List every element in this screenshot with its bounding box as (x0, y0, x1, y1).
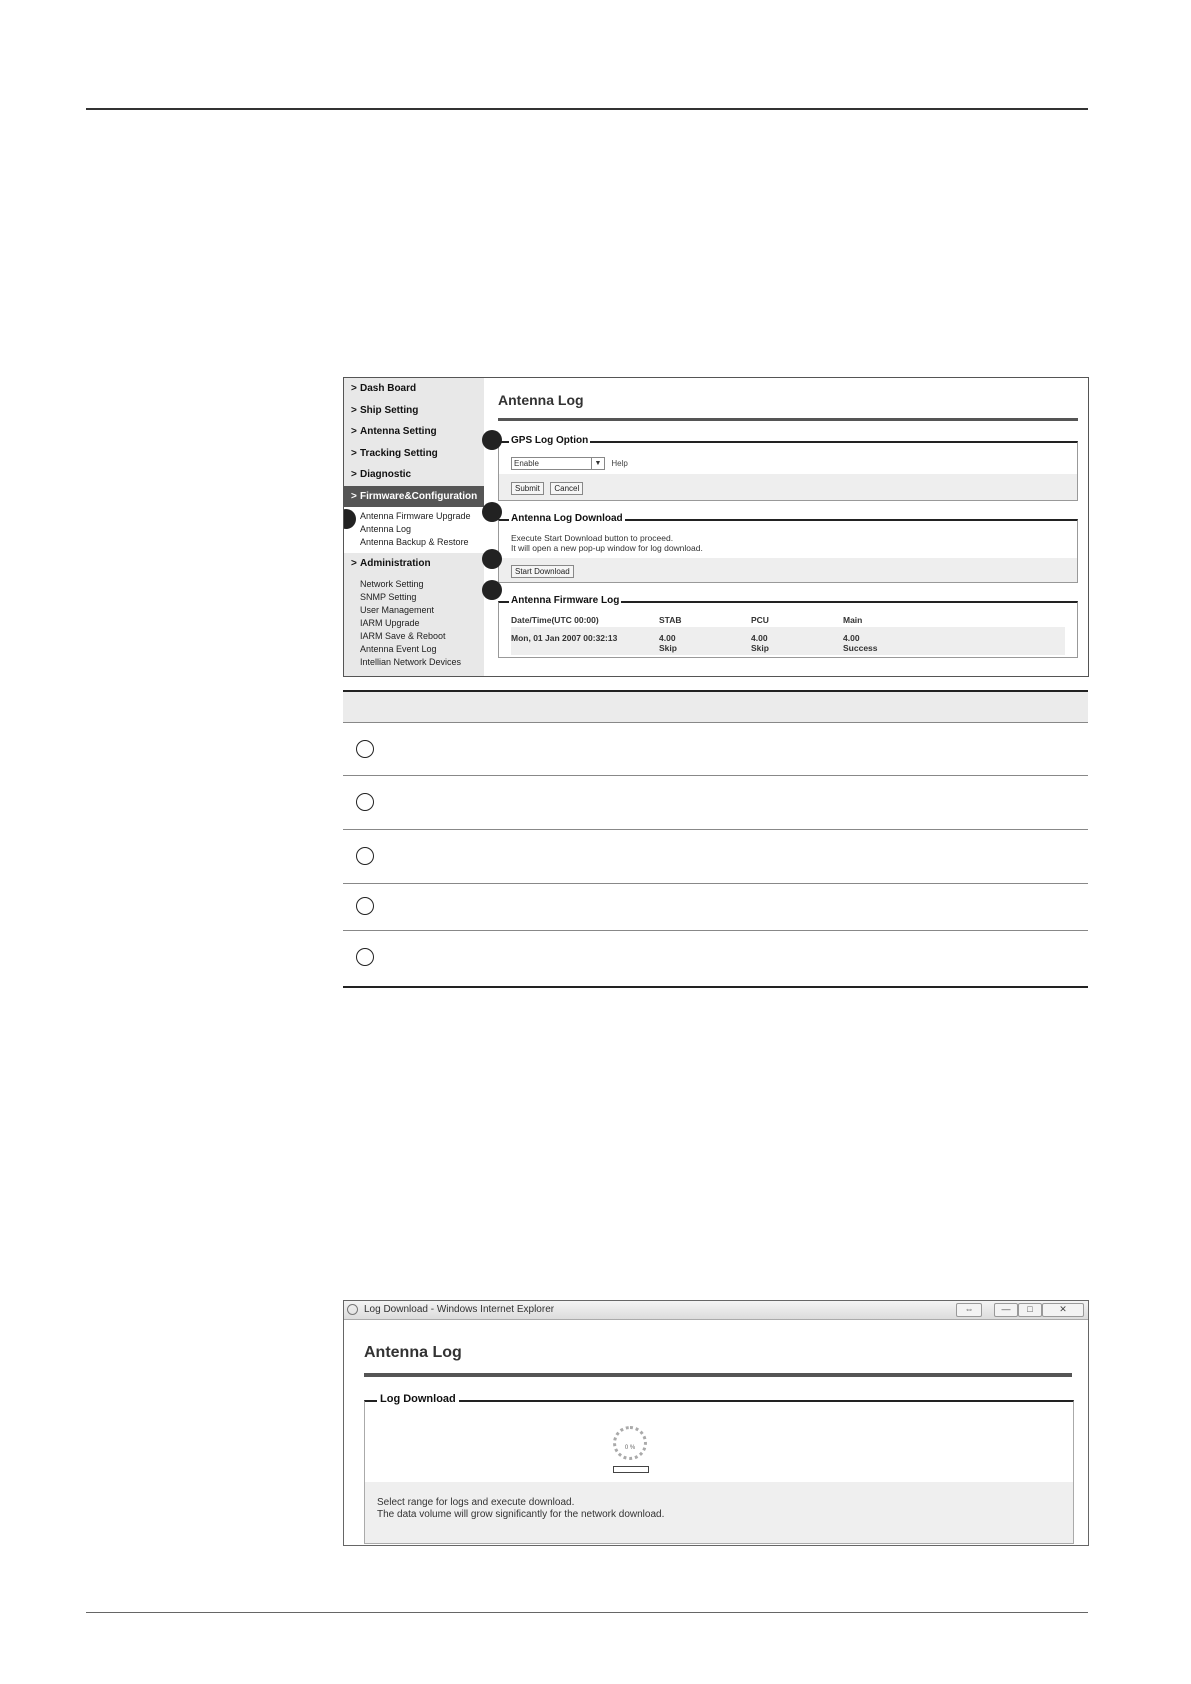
antenna-firmware-log-legend: Antenna Firmware Log (511, 595, 620, 606)
chevron-right-icon: > (351, 490, 357, 502)
gps-log-option-body (499, 443, 1077, 474)
sidebar-item-antenna-setting[interactable] (344, 421, 484, 443)
popup-title-rule (364, 1373, 1072, 1377)
help-link[interactable]: Help (611, 459, 628, 468)
callout-legend-table (343, 690, 1088, 988)
circle-icon (356, 847, 374, 865)
antenna-log-download-footer (499, 558, 1077, 582)
sidebar-item-ship-setting[interactable] (344, 400, 484, 422)
sidebar-item-label: Antenna Setting (360, 426, 437, 437)
sidebar-item-label: Firmware&Configuration (360, 490, 478, 502)
antenna-firmware-log-section (498, 595, 1078, 658)
chevron-right-icon: > (351, 558, 357, 569)
download-instruction-2: It will open a new pop-up window for log download. (511, 543, 703, 553)
loading-spinner-icon (613, 1426, 647, 1460)
antenna-firmware-log-body (499, 603, 1077, 657)
table-row (511, 627, 1065, 655)
sidebar-item-label: Diagnostic (360, 469, 412, 480)
circle-icon (356, 793, 374, 811)
submit-button[interactable]: Submit (511, 482, 544, 495)
antenna-log-download-section (498, 513, 1078, 583)
log-download-window-screenshot (343, 1300, 1089, 1546)
submenu-antenna-firmware-upgrade[interactable]: Antenna Firmware Upgrade (360, 511, 471, 521)
table-header-row (511, 613, 1065, 627)
cell-main (843, 627, 1065, 655)
sidebar-item-label: Dash Board (360, 383, 417, 394)
download-instruction-1: Execute Start Download button to proceed. (511, 533, 674, 543)
page-title: Antenna Log (498, 392, 584, 408)
submenu-intellian-network-devices[interactable]: Intellian Network Devices (360, 656, 462, 667)
chevron-right-icon: > (351, 404, 357, 416)
callout-marker-5 (482, 580, 502, 600)
popup-instruction-2: The data volume will grow significantly for the network download. (377, 1509, 665, 1520)
stab-status: Skip (659, 643, 677, 653)
column-header: PCU (751, 615, 769, 625)
chevron-right-icon: > (351, 426, 357, 437)
spinner-progress-text: 0 % (624, 1445, 636, 1451)
firmware-log-table (511, 613, 1065, 655)
antenna-log-download-legend: Antenna Log Download (511, 513, 623, 524)
cell-stab (659, 627, 751, 655)
cell-date: Mon, 01 Jan 2007 00:32:13 (511, 627, 659, 655)
callout-marker-2 (482, 430, 502, 450)
close-button[interactable]: ✕ (1042, 1303, 1084, 1317)
chevron-right-icon: > (351, 469, 357, 480)
firmware-submenu (344, 507, 484, 553)
sidebar-item-tracking-setting[interactable] (344, 443, 484, 465)
gps-log-option-footer (499, 474, 1077, 500)
sidebar-item-label: Tracking Setting (360, 447, 438, 459)
submenu-iarm-save-reboot[interactable]: IARM Save & Reboot (360, 630, 446, 641)
title-rule (498, 418, 1078, 421)
submenu-antenna-log[interactable]: Antenna Log (360, 524, 412, 534)
ie-logo-icon (347, 1304, 358, 1315)
log-download-footer (365, 1482, 1073, 1543)
window-titlebar (344, 1301, 1088, 1320)
main-version: 4.00 (843, 633, 860, 643)
gps-log-option-section (498, 435, 1078, 501)
gps-log-option-legend: GPS Log Option (511, 435, 589, 446)
legend-row (343, 830, 1088, 884)
circle-icon (356, 897, 374, 915)
start-download-button[interactable]: Start Download (511, 565, 574, 578)
sidebar-item-label: Ship Setting (360, 404, 419, 416)
callout-marker-3 (482, 502, 502, 522)
minimize-button[interactable]: — (994, 1303, 1018, 1317)
submenu-user-management[interactable]: User Management (360, 604, 435, 615)
submenu-iarm-upgrade[interactable]: IARM Upgrade (360, 617, 420, 628)
submenu-antenna-event-log[interactable]: Antenna Event Log (360, 643, 437, 654)
header-rule (86, 108, 1088, 110)
main-status: Success (843, 643, 878, 653)
popup-page-title: Antenna Log (364, 1344, 462, 1361)
footer-rule (86, 1612, 1088, 1613)
legend-row (343, 884, 1088, 931)
circle-icon (356, 948, 374, 966)
stab-version: 4.00 (659, 633, 676, 643)
cancel-button[interactable]: Cancel (550, 482, 583, 495)
antenna-log-download-body (499, 521, 1077, 558)
cell-pcu (751, 627, 843, 655)
gps-log-select-value: Enable (514, 459, 539, 468)
column-header: Main (843, 615, 863, 625)
administration-submenu (344, 575, 484, 673)
circle-icon (356, 740, 374, 758)
progress-bar (613, 1466, 649, 1473)
gps-log-select[interactable] (511, 457, 605, 470)
pcu-status: Skip (751, 643, 769, 653)
column-header: Date/Time(UTC 00:00) (511, 615, 599, 625)
sidebar-item-label: Administration (360, 558, 431, 569)
legend-row (343, 776, 1088, 830)
callout-marker-4 (482, 549, 502, 569)
popup-instruction-1: Select range for logs and execute download. (377, 1497, 575, 1508)
legend-header (343, 690, 1088, 723)
chevron-right-icon: > (351, 383, 357, 394)
pcu-version: 4.00 (751, 633, 768, 643)
submenu-antenna-backup-restore[interactable]: Antenna Backup & Restore (360, 537, 469, 547)
chevron-right-icon: > (351, 447, 357, 459)
chevron-down-icon: ▼ (591, 458, 604, 469)
maximize-button[interactable]: □ (1018, 1303, 1042, 1317)
log-download-section (364, 1393, 1074, 1544)
antenna-log-screenshot (343, 377, 1089, 677)
legend-row (343, 931, 1088, 988)
sidebar-item-administration[interactable] (344, 553, 484, 575)
legend-row (343, 723, 1088, 776)
sidebar-item-firmware-configuration[interactable] (344, 486, 484, 508)
submenu-snmp-setting[interactable]: SNMP Setting (360, 591, 417, 602)
column-header: STAB (659, 615, 682, 625)
log-download-legend: Log Download (377, 1393, 459, 1405)
main-content (484, 378, 1088, 676)
compat-view-icon[interactable]: ⇔ (956, 1303, 982, 1317)
sidebar (344, 378, 484, 676)
window-title: Log Download - Windows Internet Explorer (364, 1304, 555, 1315)
sidebar-item-dashboard[interactable] (344, 378, 484, 400)
sidebar-item-diagnostic[interactable] (344, 464, 484, 486)
submenu-network-setting[interactable]: Network Setting (360, 578, 424, 589)
